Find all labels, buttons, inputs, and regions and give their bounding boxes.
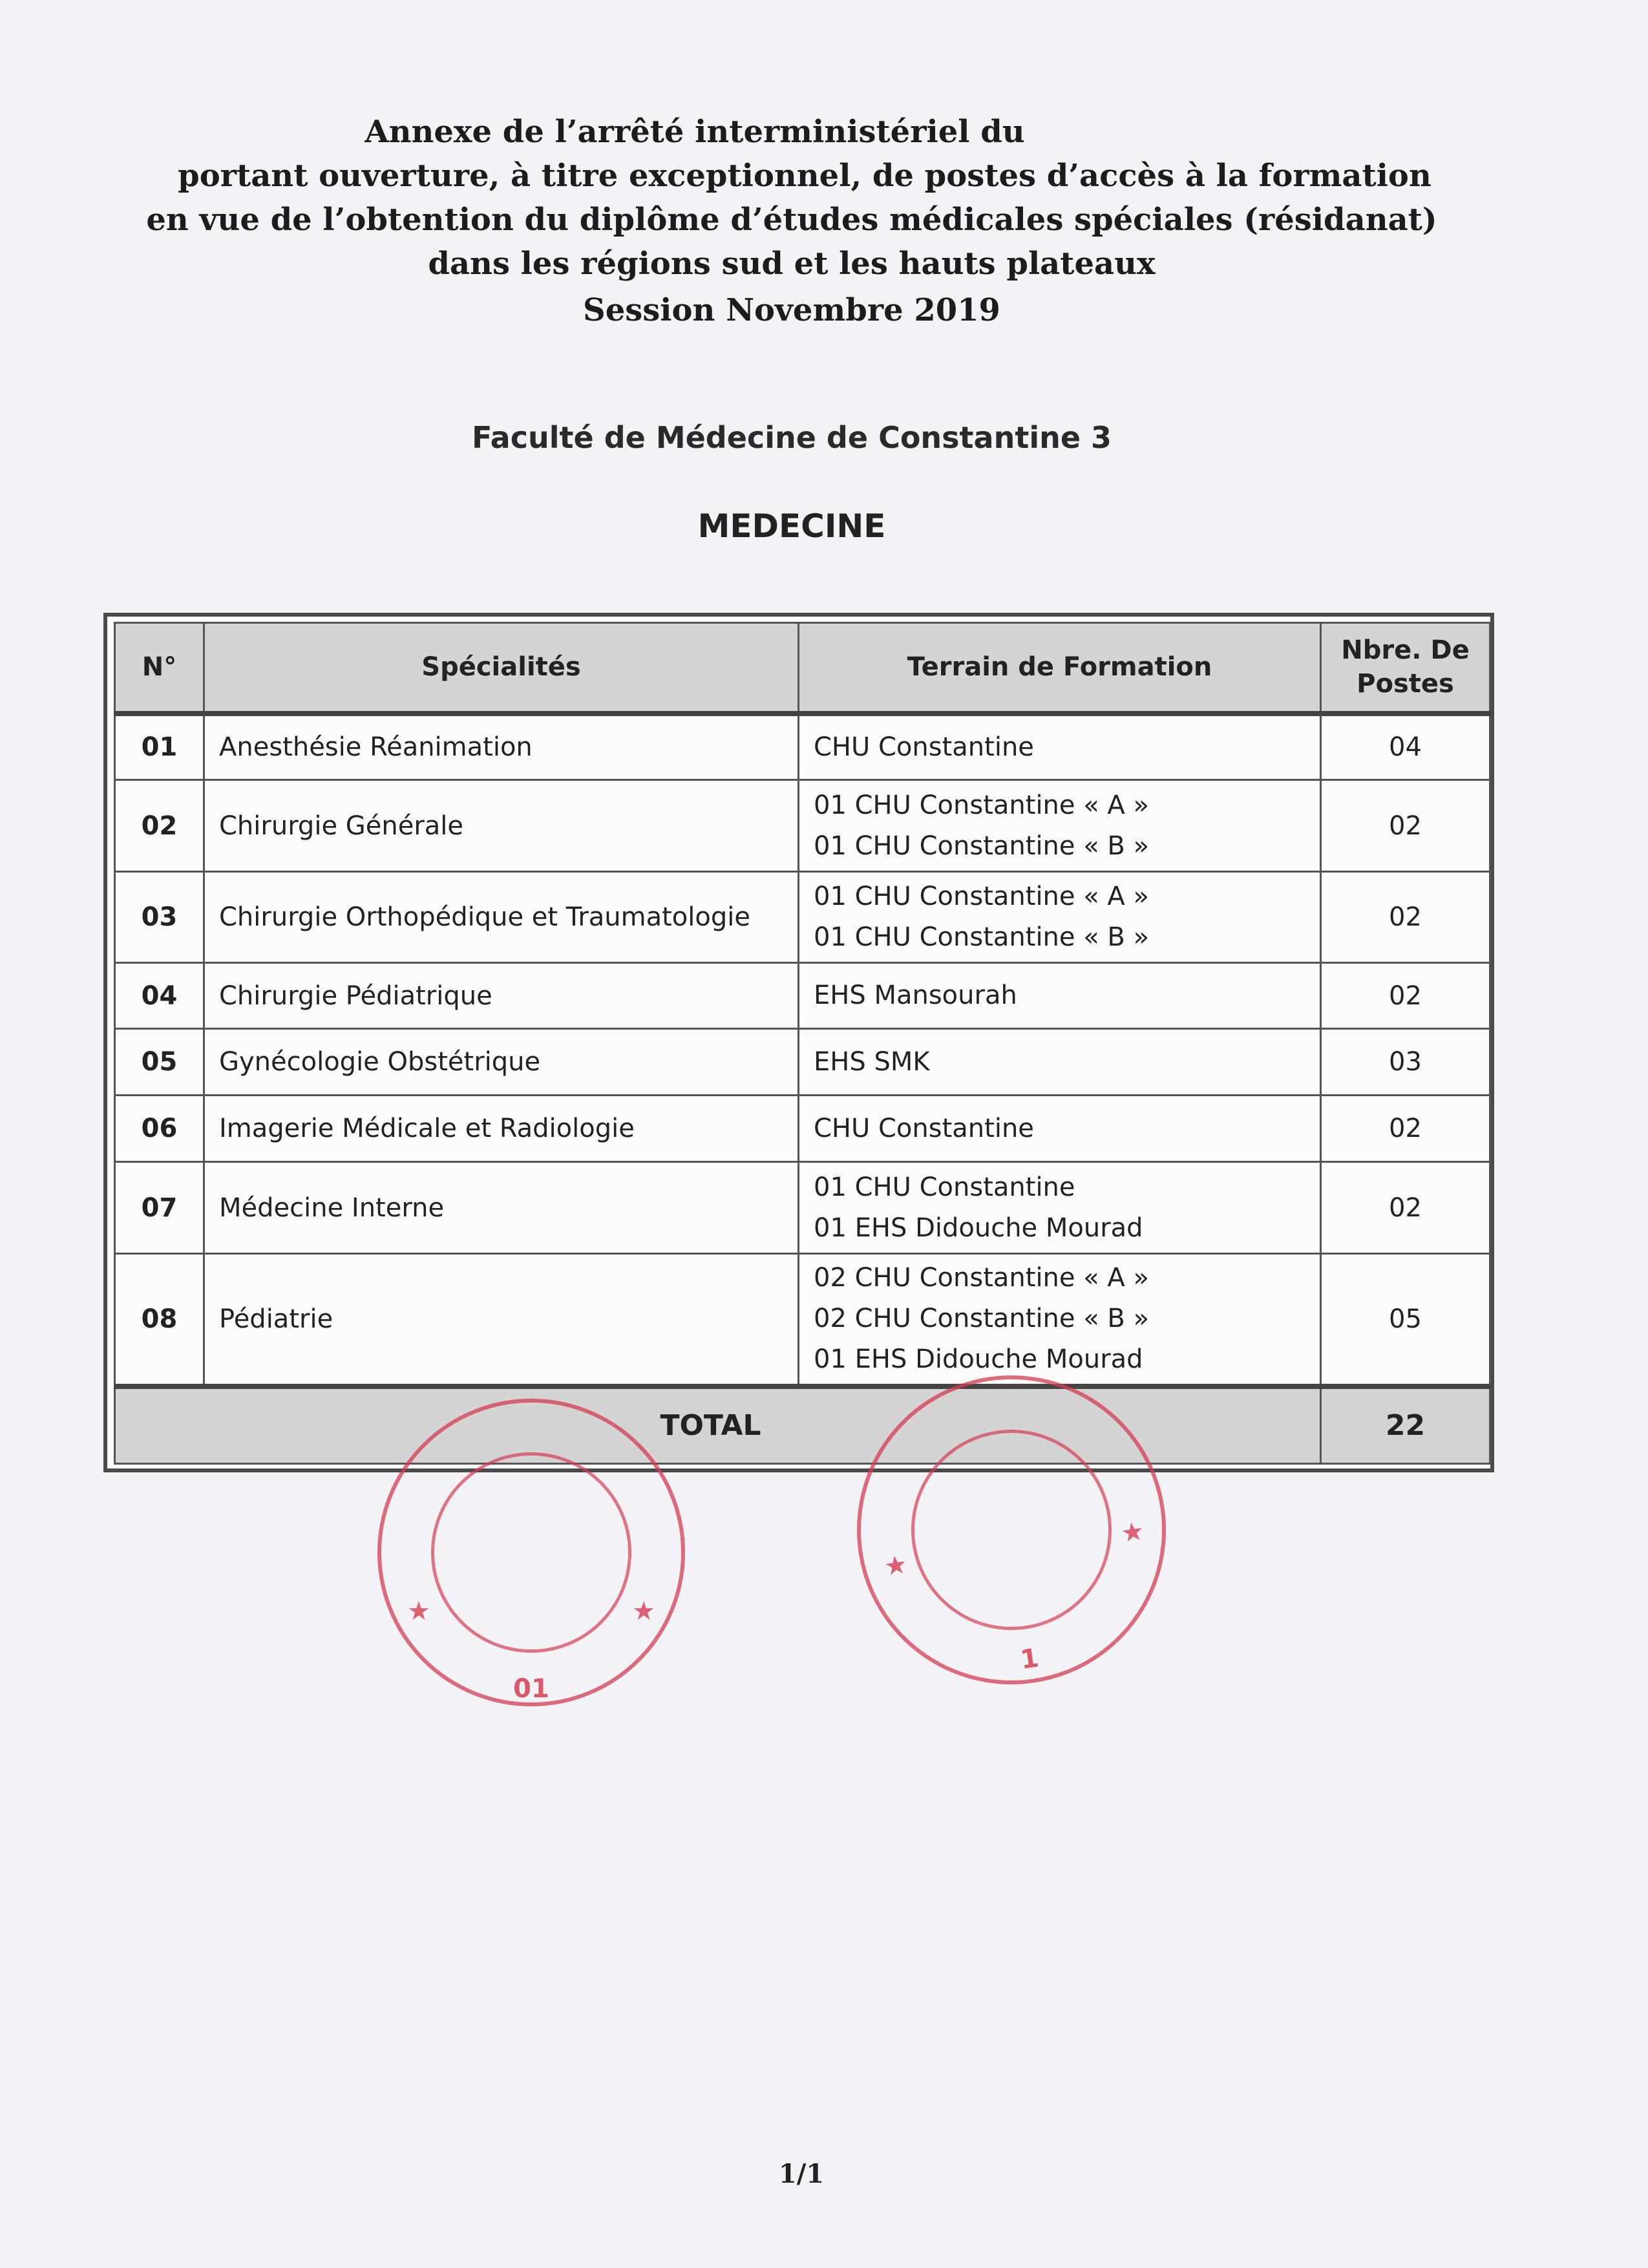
terrain-line: 01 CHU Constantine « B » — [814, 922, 1150, 952]
terrain-line: 02 CHU Constantine « A » — [814, 1263, 1149, 1293]
faculty-title: Faculté de Médecine de Constantine 3 — [471, 420, 1112, 455]
table-row — [115, 714, 1490, 780]
terrain-line: 02 CHU Constantine « B » — [814, 1304, 1150, 1334]
row-terrain — [799, 963, 1321, 1029]
row-terrain — [799, 714, 1321, 780]
table-header-row — [115, 623, 1490, 714]
table-row — [115, 780, 1490, 872]
row-postes: 02 — [1321, 780, 1490, 872]
terrain-line: EHS SMK — [814, 1046, 930, 1077]
row-specialite: Gynécologie Obstétrique — [204, 1029, 799, 1096]
terrain-line: 01 EHS Didouche Mourad — [814, 1344, 1143, 1375]
document-header — [0, 110, 1583, 332]
table-row — [115, 1096, 1490, 1162]
header-line-2: portant ouverture, à titre exceptionnel, de postes d’accès à la formation — [178, 158, 1431, 194]
stamp-number: 1 — [1019, 1643, 1041, 1675]
page-number: 1/1 — [778, 2159, 825, 2189]
row-specialite: Imagerie Médicale et Radiologie — [204, 1096, 799, 1162]
row-terrain — [799, 780, 1321, 872]
total-row — [115, 1386, 1490, 1464]
header-line-1: Annexe de l’arrêté interministériel du — [364, 114, 1025, 150]
stamp-number: 01 — [513, 1674, 549, 1704]
session-label: Session Novembre 2019 — [583, 292, 1000, 328]
row-postes: 02 — [1321, 1096, 1490, 1162]
row-postes: 02 — [1321, 1162, 1490, 1254]
terrain-line: 01 CHU Constantine « A » — [814, 882, 1149, 911]
row-num: 02 — [115, 780, 204, 872]
terrain-line: CHU Constantine — [814, 732, 1034, 762]
star-icon: ★ — [1119, 1516, 1146, 1549]
terrain-line: EHS Mansourah — [814, 980, 1017, 1010]
row-num: 06 — [115, 1096, 204, 1162]
terrain-line: CHU Constantine — [814, 1113, 1034, 1143]
row-specialite: Pédiatrie — [204, 1254, 799, 1386]
row-postes: 04 — [1321, 714, 1490, 780]
row-terrain — [799, 1254, 1321, 1386]
postes-table — [114, 622, 1491, 1465]
table-row — [115, 1162, 1490, 1254]
header-line-4: dans les régions sud et les hauts plateaux — [428, 246, 1156, 282]
terrain-line: 01 CHU Constantine « A » — [814, 790, 1149, 820]
star-icon: ★ — [882, 1549, 909, 1582]
star-icon: ★ — [407, 1596, 430, 1626]
row-specialite: Chirurgie Générale — [204, 780, 799, 872]
terrain-line: 01 CHU Constantine — [814, 1172, 1075, 1202]
postes-table-frame — [103, 613, 1494, 1472]
table-row — [115, 872, 1490, 963]
row-postes: 03 — [1321, 1029, 1490, 1096]
row-specialite: Chirurgie Orthopédique et Traumatologie — [204, 872, 799, 963]
row-num: 05 — [115, 1029, 204, 1096]
total-label: TOTAL — [115, 1386, 1321, 1464]
row-terrain — [799, 872, 1321, 963]
header-specialite: Spécialités — [204, 623, 799, 714]
star-icon: ★ — [632, 1596, 655, 1626]
header-line-3: en vue de l’obtention du diplôme d’études médicales spéciales (résidanat) — [146, 202, 1437, 238]
header-postes — [1321, 623, 1490, 714]
row-specialite: Chirurgie Pédiatrique — [204, 963, 799, 1029]
official-stamp-left — [377, 1399, 685, 1706]
row-terrain — [799, 1096, 1321, 1162]
terrain-line: 01 CHU Constantine « B » — [814, 831, 1150, 861]
table-row — [115, 1029, 1490, 1096]
table-row — [115, 963, 1490, 1029]
row-postes: 02 — [1321, 963, 1490, 1029]
terrain-line: 01 EHS Didouche Mourad — [814, 1213, 1143, 1243]
row-num: 07 — [115, 1162, 204, 1254]
row-specialite: Anesthésie Réanimation — [204, 714, 799, 780]
table-row — [115, 1254, 1490, 1386]
row-postes: 02 — [1321, 872, 1490, 963]
header-postes-line-1: Nbre. De — [1341, 635, 1470, 666]
header-terrain: Terrain de Formation — [799, 623, 1321, 714]
row-terrain — [799, 1162, 1321, 1254]
section-title: MEDECINE — [697, 507, 886, 545]
total-value: 22 — [1321, 1386, 1490, 1464]
row-num: 01 — [115, 714, 204, 780]
row-num: 03 — [115, 872, 204, 963]
row-num: 08 — [115, 1254, 204, 1386]
row-num: 04 — [115, 963, 204, 1029]
row-postes: 05 — [1321, 1254, 1490, 1386]
row-terrain — [799, 1029, 1321, 1096]
header-num: N° — [115, 623, 204, 714]
header-postes-line-2: Postes — [1357, 669, 1454, 699]
row-specialite: Médecine Interne — [204, 1162, 799, 1254]
